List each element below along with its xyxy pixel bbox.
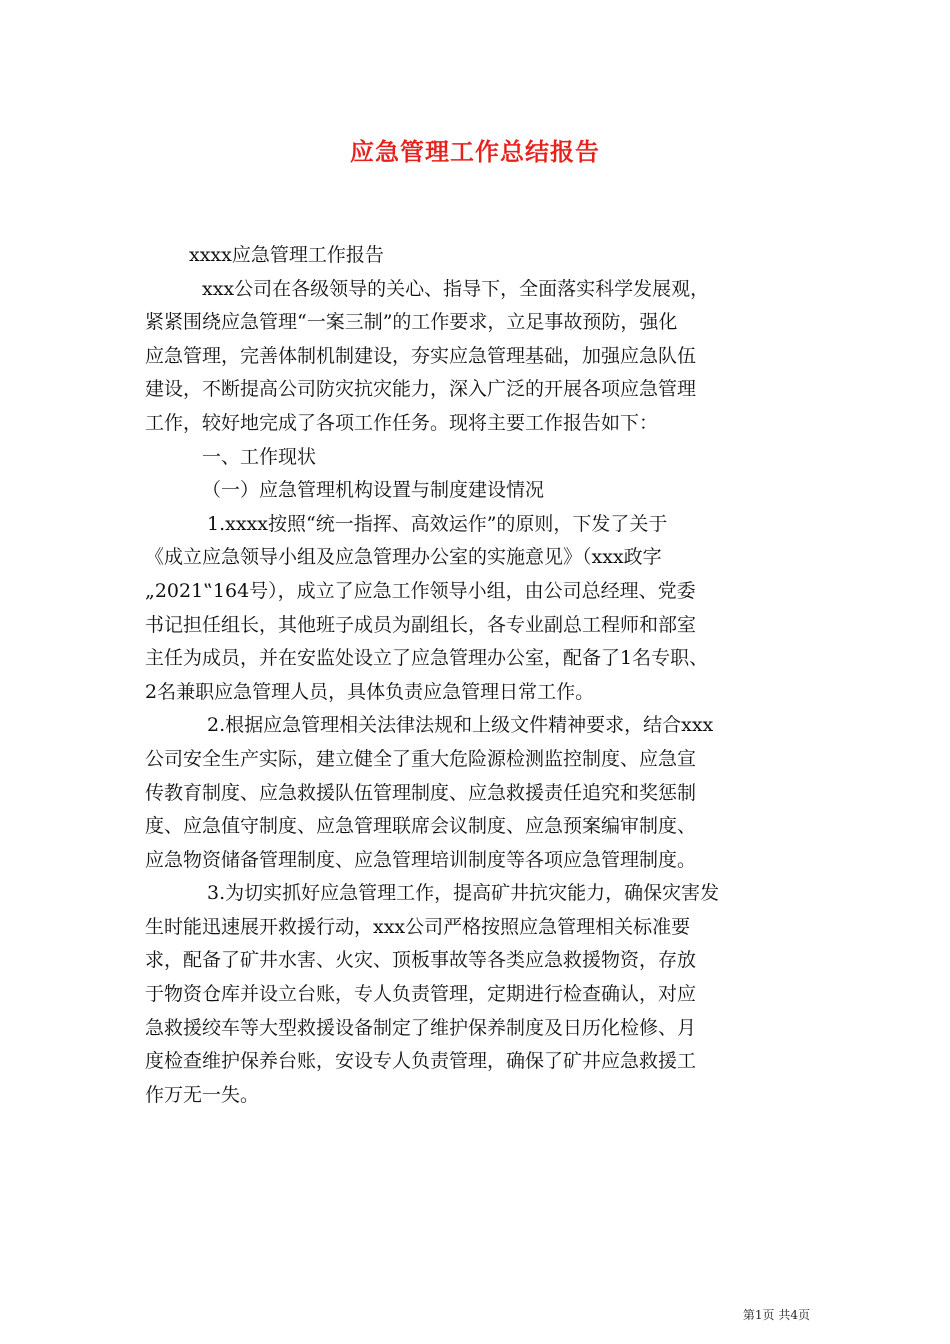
paragraph-line: 应急物资储备管理制度、应急管理培训制度等各项应急管理制度。 bbox=[145, 848, 697, 871]
paragraph-line: 度检查维护保养台账，安设专人负责管理，确保了矿井应急救援工 bbox=[145, 1050, 697, 1073]
paragraph-line: 度、应急值守制度、应急管理联席会议制度、应急预案编审制度、 bbox=[145, 815, 697, 838]
paragraph-line: 工作，较好地完成了各项工作任务。现将主要工作报告如下： bbox=[145, 411, 659, 434]
document-subtitle: xxxx应急管理工作报告 bbox=[189, 244, 384, 266]
section-heading: 一、工作现状 bbox=[202, 445, 317, 468]
paragraph-line: 1.xxxx按照“统一指挥、高效运作”的原则，下发了关于 bbox=[207, 512, 668, 535]
page-indicator: 第1页 共4页 bbox=[742, 1308, 810, 1322]
paragraph-line: 生时能迅速展开救援行动，xxx公司严格按照应急管理相关标准要 bbox=[145, 915, 691, 938]
document-body bbox=[145, 239, 810, 1112]
subsection-heading: （一）应急管理机构设置与制度建设情况 bbox=[202, 479, 545, 502]
paragraph-line: 紧紧围绕应急管理“一案三制”的工作要求，立足事故预防，强化 bbox=[145, 311, 678, 334]
paragraph-line: 建设，不断提高公司防灾抗灾能力，深入广泛的开展各项应急管理 bbox=[145, 378, 697, 401]
paragraph-line: „2021‟164号），成立了应急工作领导小组，由公司总经理、党委 bbox=[145, 579, 696, 602]
paragraph-line: 公司安全生产实际，建立健全了重大危险源检测监控制度、应急宣 bbox=[145, 747, 697, 770]
paragraph-line: 2.根据应急管理相关法律法规和上级文件精神要求，结合xxx bbox=[207, 714, 714, 737]
paragraph-line: 求，配备了矿井水害、火灾、顶板事故等各类应急救援物资，存放 bbox=[145, 949, 697, 972]
paragraph-line: 作万无一失。 bbox=[145, 1083, 260, 1106]
paragraph-line: 3.为切实抓好应急管理工作，提高矿井抗灾能力，确保灾害发 bbox=[207, 882, 720, 905]
paragraph-line: 应急管理，完善体制机制建设，夯实应急管理基础，加强应急队伍 bbox=[145, 344, 697, 367]
paragraph-line: 主任为成员，并在安监处设立了应急管理办公室，配备了1名专职、 bbox=[145, 647, 709, 670]
document-title: 应急管理工作总结报告 bbox=[350, 138, 600, 166]
paragraph-line: 书记担任组长，其他班子成员为副组长，各专业副总工程师和部室 bbox=[145, 613, 697, 636]
paragraph-line: xxx公司在各级领导的关心、指导下，全面落实科学发展观， bbox=[202, 277, 710, 300]
paragraph-line: 《成立应急领导小组及应急管理办公室的实施意见》（xxx政字 bbox=[145, 546, 662, 569]
paragraph-line: 急救援绞车等大型救援设备制定了维护保养制度及日历化检修、月 bbox=[145, 1016, 697, 1039]
paragraph-line: 2名兼职应急管理人员，具体负责应急管理日常工作。 bbox=[145, 680, 595, 703]
paragraph-line: 于物资仓库并设立台账，专人负责管理，定期进行检查确认，对应 bbox=[145, 983, 697, 1006]
paragraph-line: 传教育制度、应急救援队伍管理制度、应急救援责任追究和奖惩制 bbox=[145, 781, 697, 804]
